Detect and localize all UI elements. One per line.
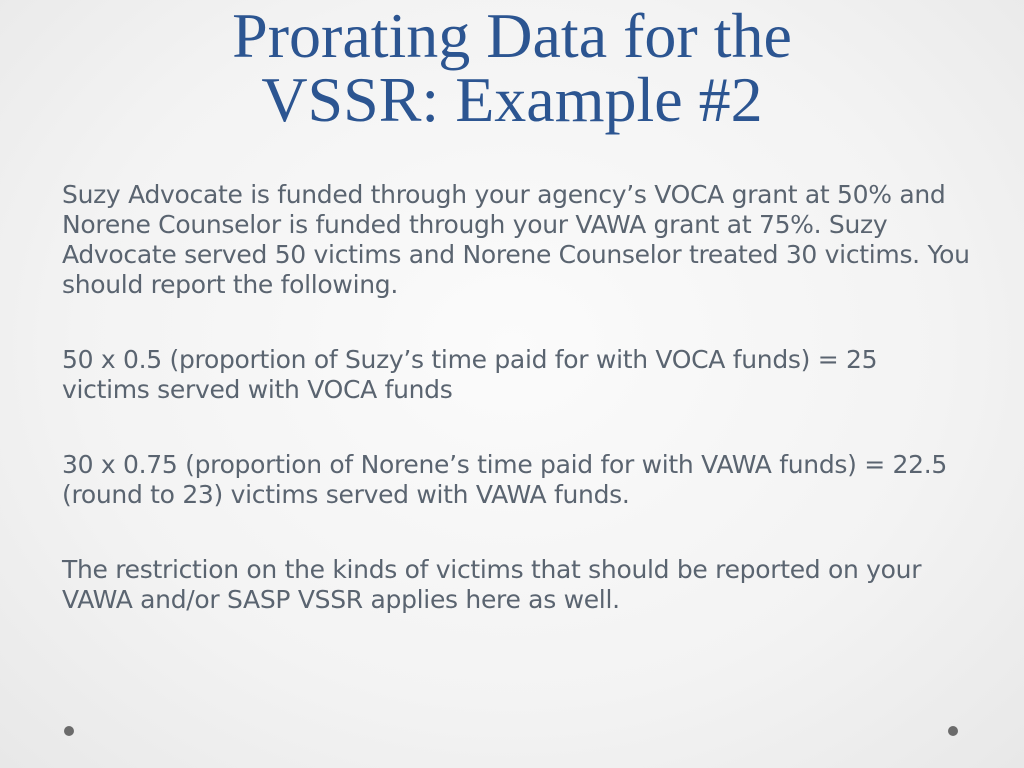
paragraph-intro: Suzy Advocate is funded through your agency’s VOCA grant at 50% and Norene Counselor is funded through your VAWA grant at 75%. Suzy Advocate served 50 victims and Norene Counselor treated 30 victims. You should report the following.	[62, 180, 970, 299]
title-line-1: Prorating Data for the	[232, 0, 792, 71]
decorative-dot-left	[64, 726, 74, 736]
slide-title	[60, 0, 964, 135]
title-line-2: VSSR: Example #2	[261, 64, 763, 135]
paragraph-restriction-note: The restriction on the kinds of victims that should be reported on your VAWA and/or SASP VSSR applies here as well.	[62, 555, 922, 614]
decorative-dot-right	[948, 726, 958, 736]
paragraph-voca-calculation: 50 x 0.5 (proportion of Suzy’s time paid for with VOCA funds) = 25 victims served with VOCA funds	[62, 345, 878, 404]
paragraph-vawa-calculation: 30 x 0.75 (proportion of Norene’s time paid for with VAWA funds) = 22.5 (round to 23) victims served with VAWA funds.	[62, 450, 947, 509]
slide-body	[62, 180, 972, 615]
